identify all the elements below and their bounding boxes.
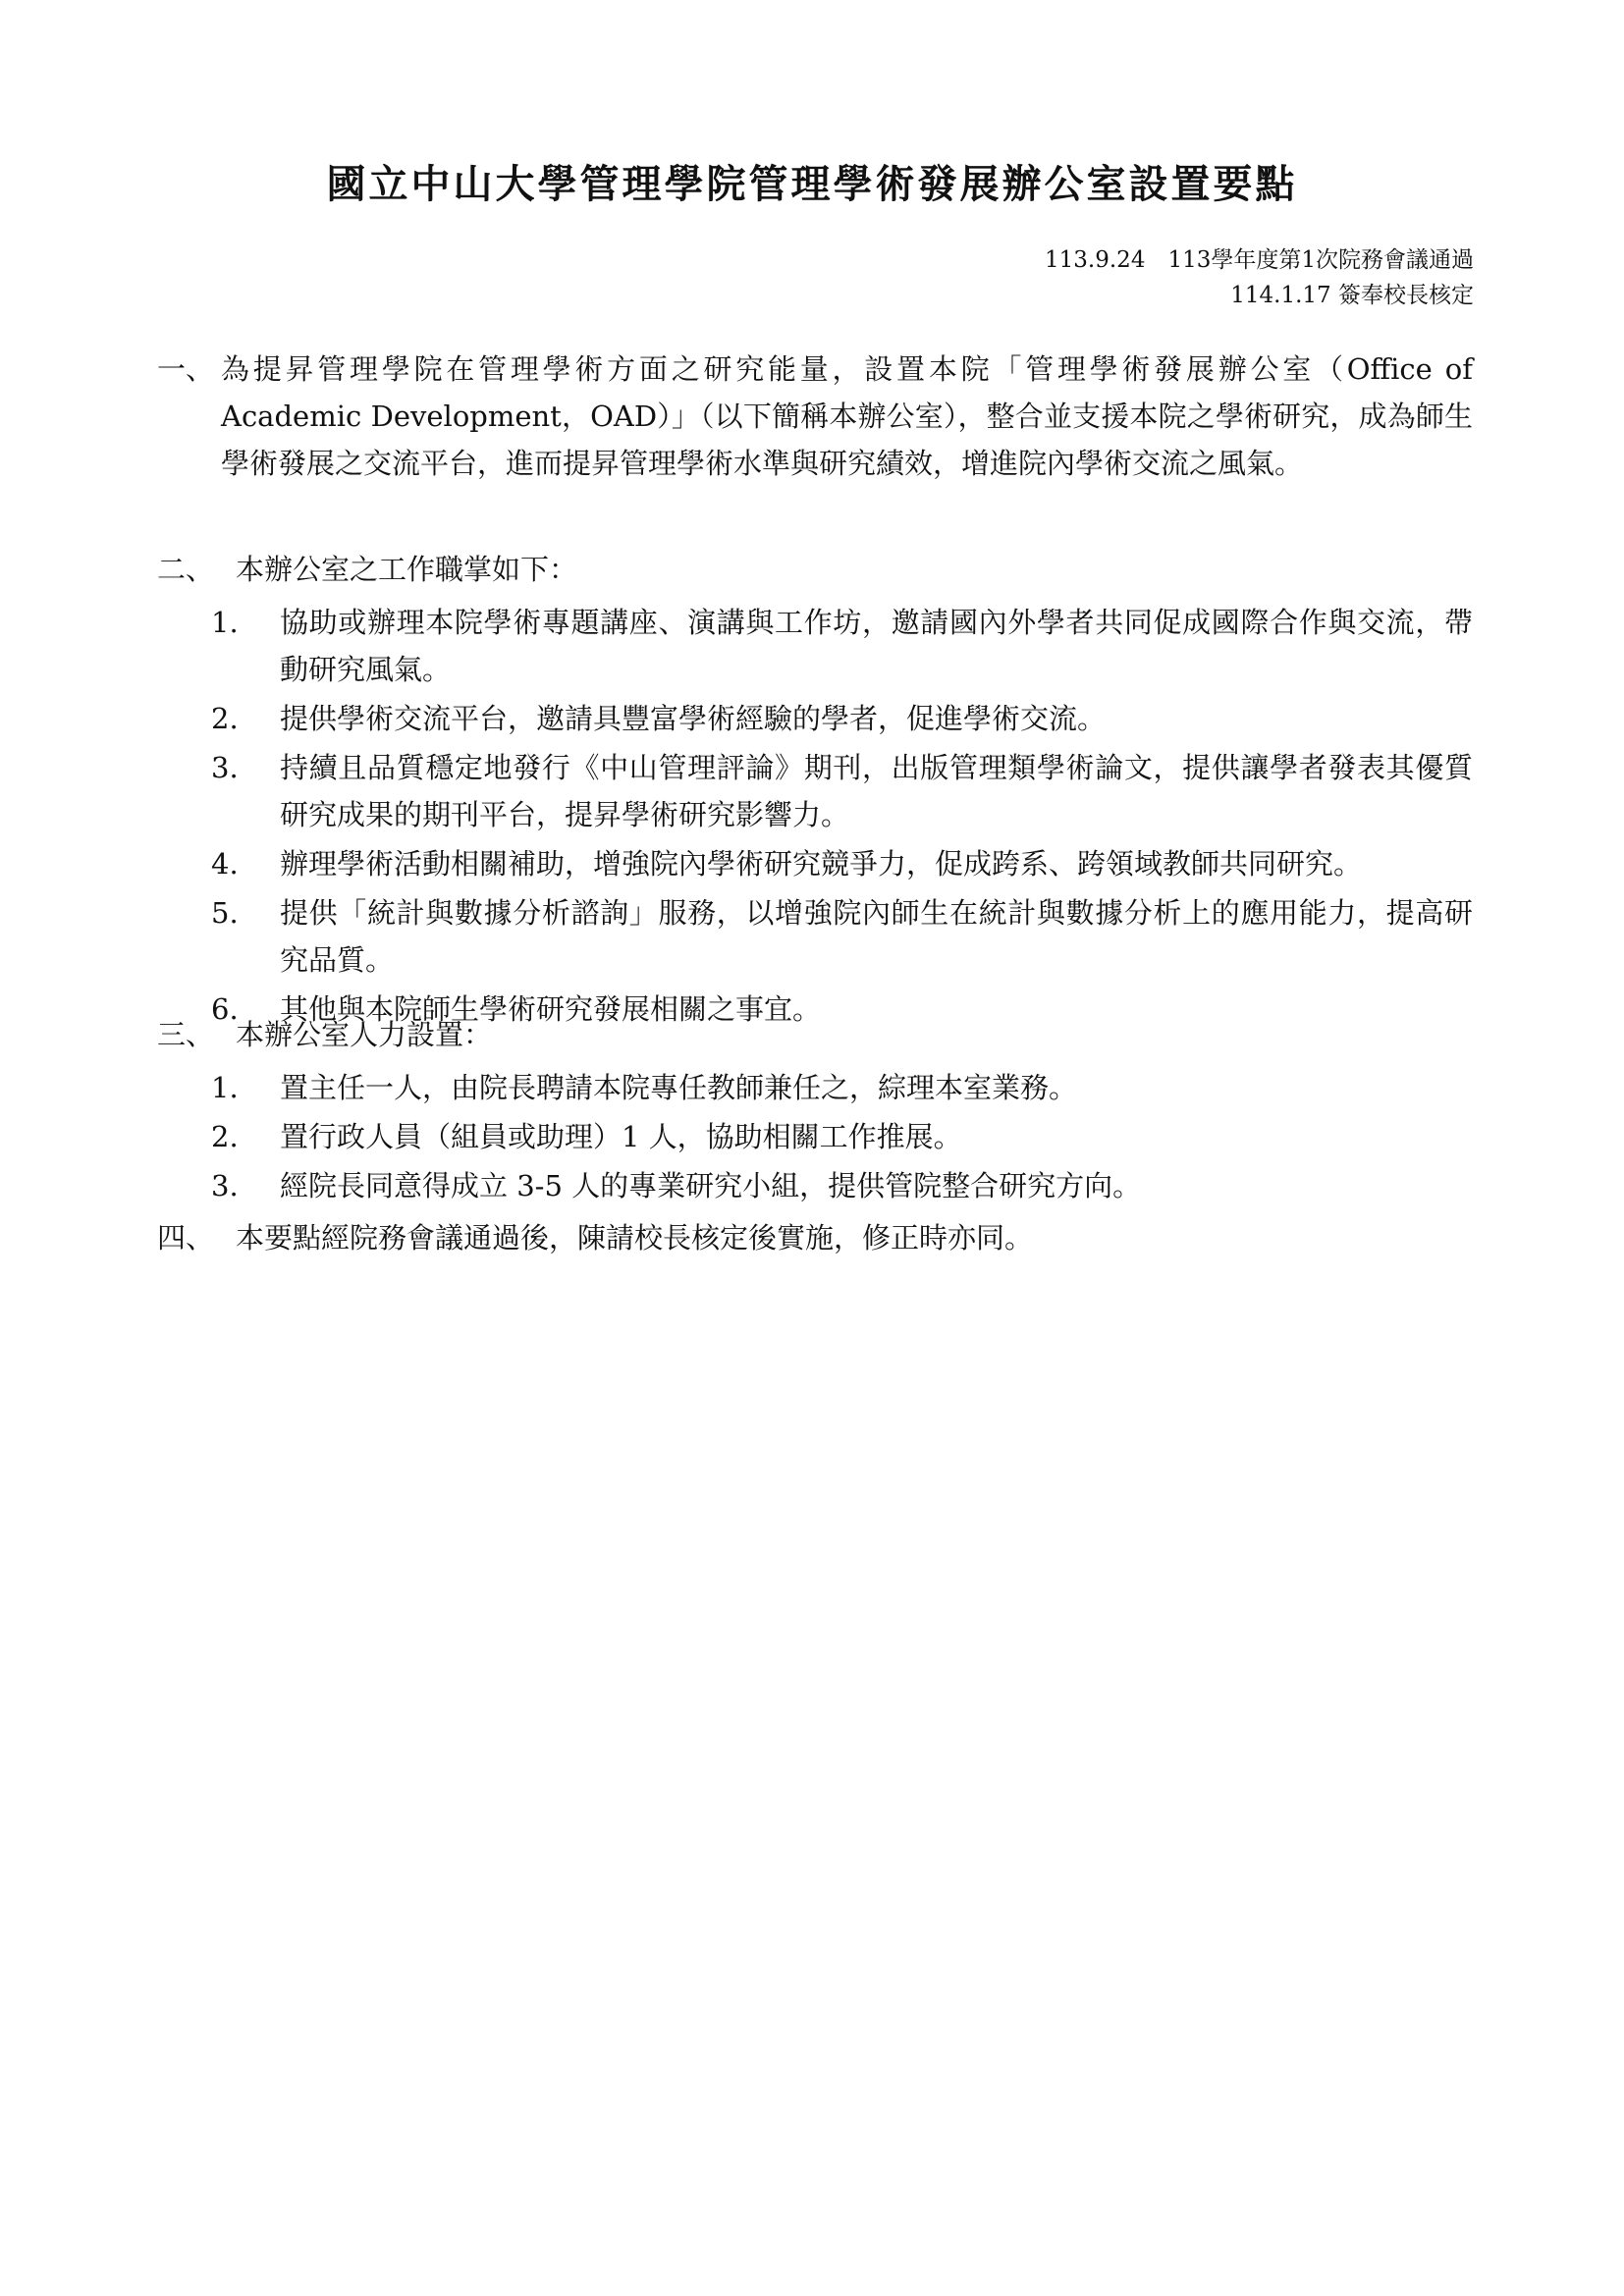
item-number: 3. xyxy=(211,751,239,784)
section-heading xyxy=(157,1011,1473,1058)
section-1-paragraph xyxy=(157,346,1473,487)
item-text: 置行政人員（組員或助理）1 人，協助相關工作推展。 xyxy=(280,1120,962,1153)
item-number: 2. xyxy=(211,702,239,735)
approval-line: 113.9.24 113學年度第1次院務會議通過 xyxy=(1045,247,1474,273)
section-heading-text: 本辦公室人力設置： xyxy=(236,1018,493,1051)
section-4 xyxy=(157,1214,1473,1261)
approval-line: 114.1.17 簽奉校長核定 xyxy=(1230,283,1474,308)
section-heading xyxy=(157,1214,1473,1261)
list-item xyxy=(157,744,1473,838)
duty-list xyxy=(157,599,1473,1033)
staffing-list xyxy=(157,1064,1473,1209)
list-item xyxy=(157,1113,1473,1160)
item-number: 6. xyxy=(211,992,239,1026)
item-number: 1. xyxy=(211,1071,239,1104)
item-number: 5. xyxy=(211,896,239,930)
section-3 xyxy=(157,1011,1473,1211)
section-number: 四、 xyxy=(157,1221,215,1255)
section-heading-text: 本要點經院務會議通過後，陳請校長核定後實施，修正時亦同。 xyxy=(236,1221,1034,1255)
list-item xyxy=(157,599,1473,693)
list-item xyxy=(157,889,1473,984)
section-number: 二、 xyxy=(157,553,215,586)
section-heading xyxy=(157,546,1473,593)
list-item xyxy=(157,1064,1473,1111)
list-item xyxy=(157,695,1473,742)
list-item xyxy=(157,840,1473,887)
section-2 xyxy=(157,546,1473,1035)
item-text: 提供學術交流平台，邀請具豐富學術經驗的學者，促進學術交流。 xyxy=(280,702,1107,735)
item-text: 經院長同意得成立 3-5 人的專業研究小組，提供管院整合研究方向。 xyxy=(280,1169,1142,1202)
list-item xyxy=(157,1162,1473,1209)
item-text: 辦理學術活動相關補助，增強院內學術研究競爭力，促成跨系、跨領域教師共同研究。 xyxy=(280,847,1363,881)
section-text: 為提昇管理學院在管理學術方面之研究能量，設置本院「管理學術發展辦公室（Office of Academic Development，OAD）」（以下簡稱本辦公室），整合並支援本院之學術研究，成為師生學術發展之交流平台，進而提昇管理學術水準與研究績效，增進院內學術交流之風氣。 xyxy=(221,352,1473,480)
item-text: 提供「統計與數據分析諮詢」服務，以增強院內師生在統計與數據分析上的應用能力，提高研究品質。 xyxy=(280,896,1473,977)
item-number: 1. xyxy=(211,606,239,639)
document-title: 國立中山大學管理學院管理學術發展辦公室設置要點 xyxy=(326,161,1298,207)
item-number: 3. xyxy=(211,1169,239,1202)
item-text: 持續且品質穩定地發行《中山管理評論》期刊，出版管理類學術論文，提供讓學者發表其優質研究成果的期刊平台，提昇學術研究影響力。 xyxy=(280,751,1473,831)
item-number: 2. xyxy=(211,1120,239,1153)
section-number: 一、 xyxy=(157,352,215,386)
approval-info xyxy=(1045,242,1474,313)
item-text: 置主任一人，由院長聘請本院專任教師兼任之，綜理本室業務。 xyxy=(280,1071,1078,1104)
item-text: 其他與本院師生學術研究發展相關之事宜。 xyxy=(280,992,822,1026)
item-number: 4. xyxy=(211,847,239,881)
section-heading-text: 本辦公室之工作職掌如下： xyxy=(236,553,578,586)
item-text: 協助或辦理本院學術專題講座、演講與工作坊，邀請國內外學者共同促成國際合作與交流，帶動研究風氣。 xyxy=(280,606,1473,686)
section-number: 三、 xyxy=(157,1018,215,1051)
section-1 xyxy=(157,346,1473,487)
